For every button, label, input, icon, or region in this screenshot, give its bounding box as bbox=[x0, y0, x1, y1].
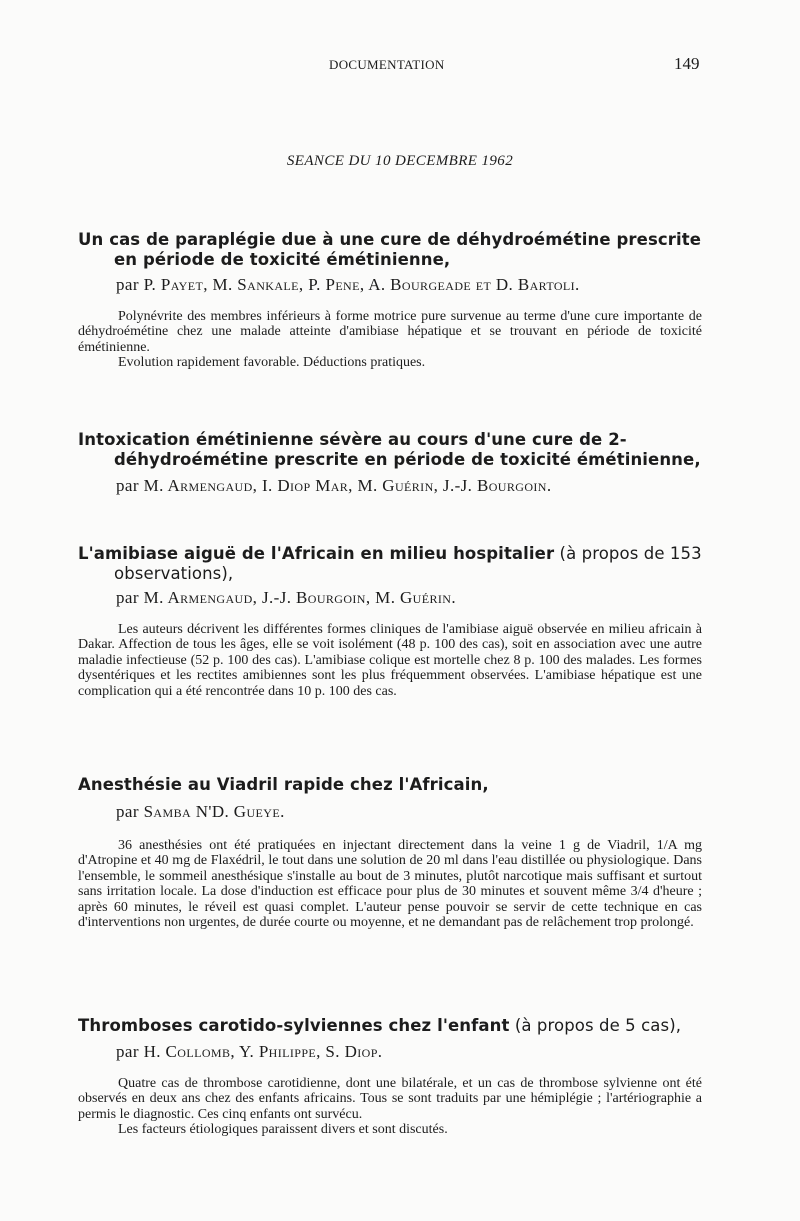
article-title bbox=[78, 430, 702, 470]
abstract-paragraph: Les facteurs étiologiques paraissent divers et sont discutés. bbox=[118, 1122, 448, 1138]
authors-prefix: par bbox=[116, 476, 139, 495]
running-header: DOCUMENTATION bbox=[329, 57, 445, 72]
authors-names: M. Armengaud, J.-J. Bourgoin, M. Guérin. bbox=[143, 588, 456, 607]
article-authors bbox=[116, 802, 702, 822]
article-title bbox=[78, 1016, 702, 1036]
article-1 bbox=[78, 230, 702, 371]
abstract-paragraph: Polynévrite des membres inférieurs à forme motrice pure survenue au terme d'une cure importante de déhydroémétine chez une malade atteinte d'amibiase hépatique et se trouvant en période de toxicité émétinienne. bbox=[78, 309, 702, 355]
abstract-paragraph: Les auteurs décrivent les différentes formes cliniques de l'amibiase aiguë observée en milieu africain à Dakar. Affection de tous les âges, elle se voit isolément (48 p. 100 des cas), soit en association avec une autre maladie infectieuse (52 p. 100 des cas). L'amibiase colique est mortelle chez 8 p. 100 des malades. Les formes dysentériques et les rectites amibiennes sont les plus fréquemment observées. L'amibiase hépatique est une complication qui a été rencontrée dans 10 p. 100 des cas. bbox=[78, 622, 702, 699]
authors-names: Samba N'D. Gueye. bbox=[143, 802, 285, 821]
article-2 bbox=[78, 430, 702, 496]
article-title bbox=[78, 775, 702, 795]
authors-prefix: par bbox=[116, 275, 139, 294]
article-title bbox=[78, 230, 702, 270]
abstract-paragraph: 36 anesthésies ont été pratiquées en injectant directement dans la veine 1 g de Viadril, 1/A mg d'Atropine et 40 mg de Flaxédril, le tout dans une solution de 20 ml dans l'eau distillée ou physiologique. Dans l'ensemble, le sommeil anesthésique s'installe au bout de 3 minutes, plutôt narcotique mais suffisant et surtout sans irritation locale. La dose d'induction est efficace pour plus de 30 minutes et souvent même 3/4 d'heure ; après 60 minutes, le réveil est quasi complet. L'auteur pense pouvoir se servir de cette technique en cas d'interventions non urgentes, de durée courte ou moyenne, et ne demandant pas de relâchement trop prolongé. bbox=[78, 838, 702, 931]
article-4 bbox=[78, 775, 702, 930]
article-abstract bbox=[78, 838, 702, 930]
title-text: Thromboses carotido-sylviennes chez l'enfant bbox=[78, 1016, 510, 1035]
abstract-paragraph: Quatre cas de thrombose carotidienne, dont une bilatérale, et un cas de thrombose sylvienne ont été observés en deux ans chez des enfants africains. Tous se sont traduits par une hémiplégie ; l'artériographie a permis le diagnostic. Ces cinq enfants ont survécu. bbox=[78, 1076, 702, 1122]
authors-names: M. Armengaud, I. Diop Mar, M. Guérin, J.-J. Bourgoin. bbox=[143, 476, 552, 495]
title-tail: (à propos de 5 cas), bbox=[509, 1016, 682, 1035]
authors-names: H. Collomb, Y. Philippe, S. Diop. bbox=[143, 1042, 383, 1061]
session-heading: SEANCE DU 10 DECEMBRE 1962 bbox=[286, 153, 514, 169]
abstract-paragraph: Evolution rapidement favorable. Déductions pratiques. bbox=[118, 355, 426, 371]
authors-prefix: par bbox=[116, 1042, 139, 1061]
title-text: L'amibiase aiguë de l'Africain en milieu hospitalier bbox=[78, 544, 555, 563]
article-authors bbox=[116, 476, 702, 496]
article-abstract bbox=[78, 309, 702, 371]
title-text: Anesthésie au Viadril rapide chez l'Africain, bbox=[78, 775, 489, 794]
authors-names: P. Payet, M. Sankale, P. Pene, A. Bourgeade et D. Bartoli. bbox=[143, 275, 580, 294]
article-authors bbox=[116, 275, 702, 295]
article-abstract bbox=[78, 622, 702, 699]
article-authors bbox=[116, 588, 702, 608]
article-title bbox=[78, 544, 702, 584]
title-text: Un cas de paraplégie due à une cure de déhydroémétine prescrite en période de toxicité émétinienne, bbox=[78, 230, 702, 269]
article-abstract bbox=[78, 1076, 702, 1138]
article-authors bbox=[116, 1042, 702, 1062]
authors-prefix: par bbox=[116, 588, 139, 607]
article-5 bbox=[78, 1016, 702, 1138]
authors-prefix: par bbox=[116, 802, 139, 821]
title-text: Intoxication émétinienne sévère au cours d'une cure de 2-déhydroémétine prescrite en période de toxicité émétinienne, bbox=[78, 430, 701, 469]
article-3 bbox=[78, 544, 702, 699]
page-number: 149 bbox=[674, 54, 700, 73]
title-tail: (à propos de 153 observations), bbox=[114, 544, 702, 583]
